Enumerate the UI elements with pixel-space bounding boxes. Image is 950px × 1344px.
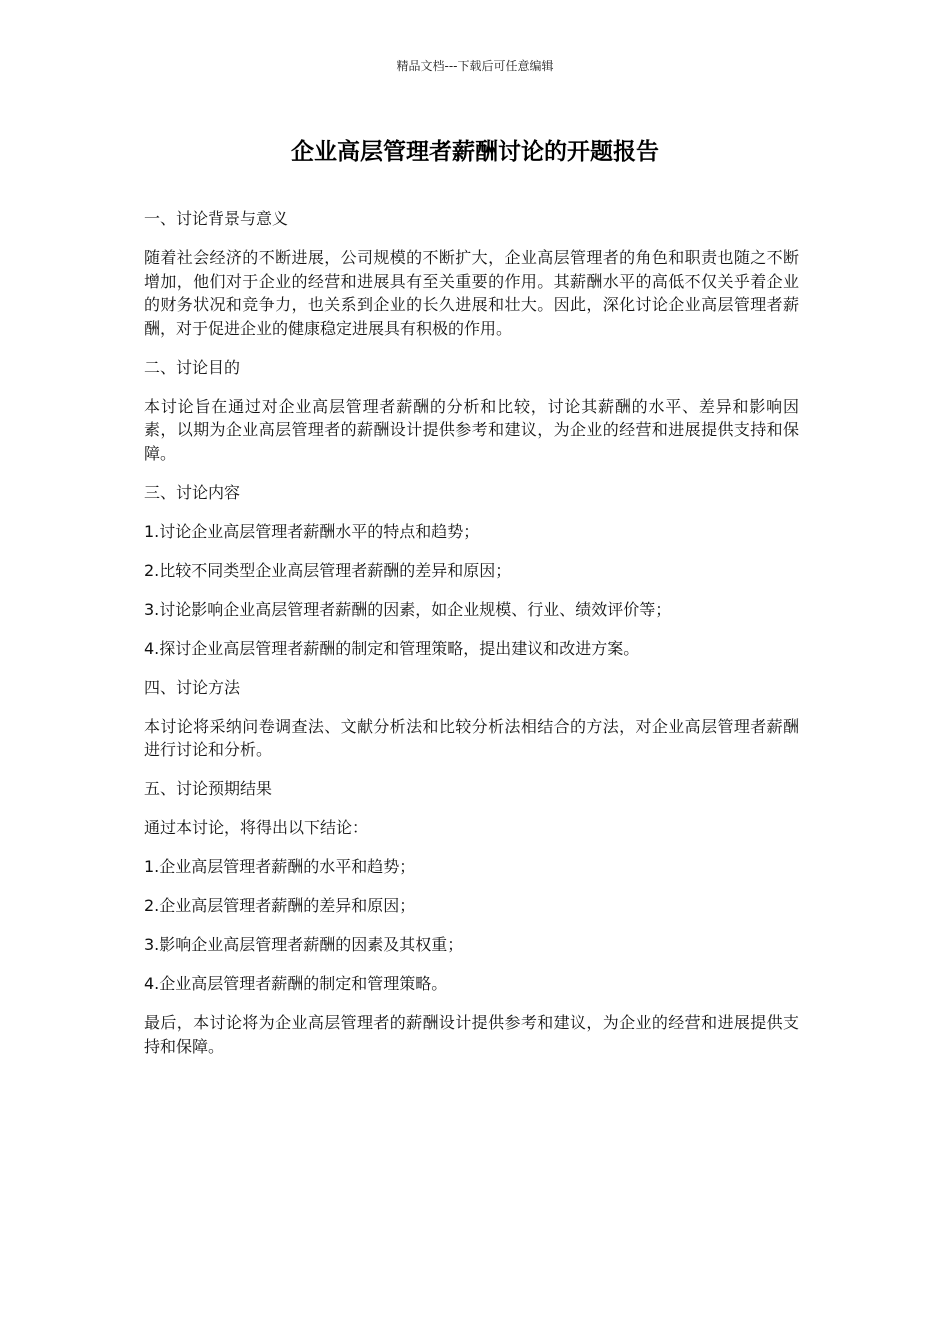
paragraph-conclusion: 最后，本讨论将为企业高层管理者的薪酬设计提供参考和建议，为企业的经营和进展提供支持和保障。: [144, 1013, 799, 1056]
section-heading-content: 三、讨论内容: [144, 482, 241, 502]
result-item-1: 1.企业高层管理者薪酬的水平和趋势；: [144, 857, 416, 876]
content-item-1: 1.讨论企业高层管理者薪酬水平的特点和趋势；: [144, 521, 480, 541]
section-heading-method: 四、讨论方法: [144, 677, 241, 697]
document-body: [144, 207, 799, 1074]
document-title: 企业高层管理者薪酬讨论的开题报告: [291, 139, 659, 165]
paragraph-method: 本讨论将采纳问卷调查法、文献分析法和比较分析法相结合的方法，对企业高层管理者薪酬进行讨论和分析。: [144, 716, 799, 759]
paragraph-background: 随着社会经济的不断进展，公司规模的不断扩大，企业高层管理者的角色和职责也随之不断增加，他们对于企业的经营和进展具有至关重要的作用。其薪酬水平的高低不仅关乎着企业的财务状况和竞争力，也关系到企业的长久进展和壮大。因此，深化讨论企业高层管理者薪酬，对于促进企业的健康稳定进展具有积极的作用。: [144, 248, 799, 338]
content-item-4: 4.探讨企业高层管理者薪酬的制定和管理策略，提出建议和改进方案。: [144, 638, 640, 658]
result-item-4: 4.企业高层管理者薪酬的制定和管理策略。: [144, 974, 448, 993]
section-heading-results: 五、讨论预期结果: [144, 779, 273, 798]
result-item-2: 2.企业高层管理者薪酬的差异和原因；: [144, 896, 416, 915]
section-heading-purpose: 二、讨论目的: [144, 357, 241, 377]
section-heading-background: 一、讨论背景与意义: [144, 209, 289, 228]
result-item-3: 3.影响企业高层管理者薪酬的因素及其权重；: [144, 935, 464, 954]
paragraph-results-intro: 通过本讨论，将得出以下结论：: [144, 818, 369, 837]
paragraph-purpose: 本讨论旨在通过对企业高层管理者薪酬的分析和比较，讨论其薪酬的水平、差异和影响因素，以期为企业高层管理者的薪酬设计提供参考和建议，为企业的经营和进展提供支持和保障。: [144, 396, 799, 463]
content-item-2: 2.比较不同类型企业高层管理者薪酬的差异和原因；: [144, 560, 512, 580]
content-item-3: 3.讨论影响企业高层管理者薪酬的因素，如企业规模、行业、绩效评价等；: [144, 599, 672, 619]
header-note: 精品文档---下载后可任意编辑: [396, 59, 554, 73]
